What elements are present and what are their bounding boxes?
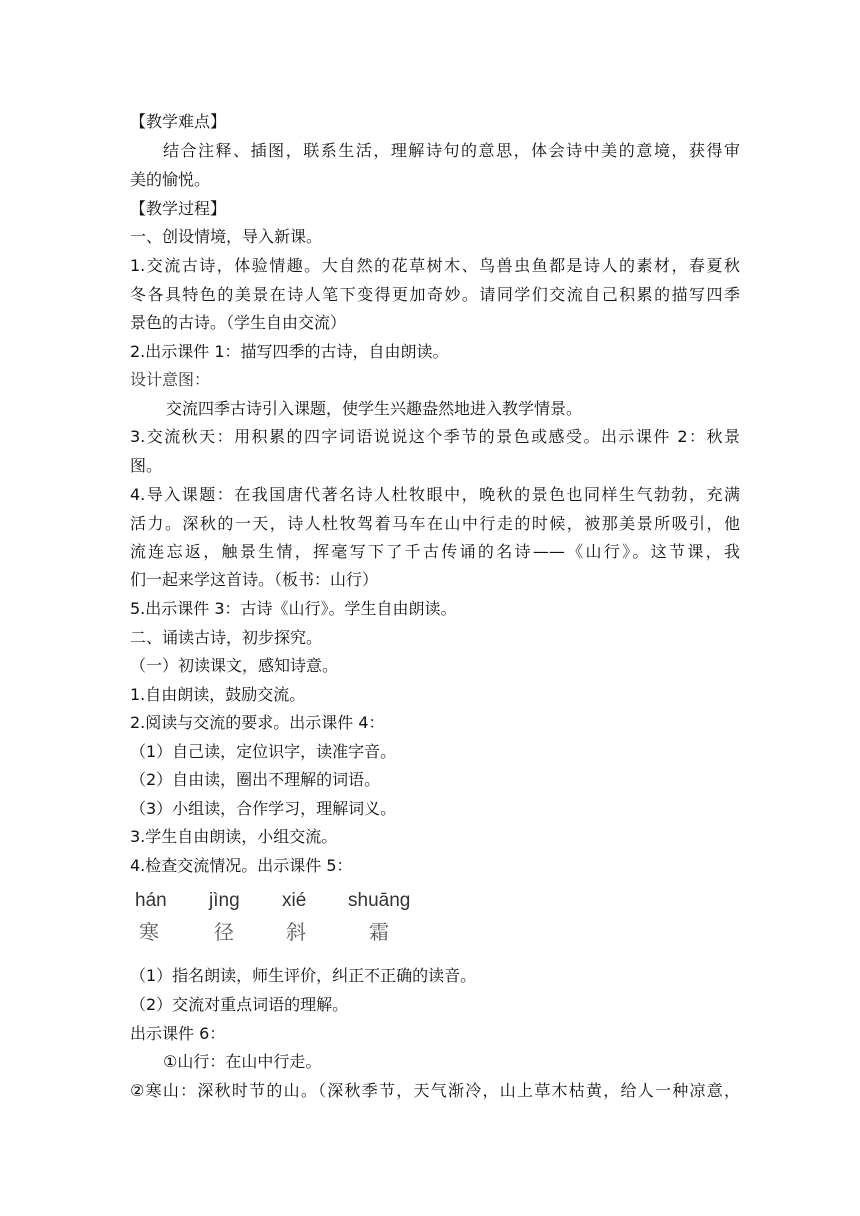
- paragraph-line: 3.学生自由朗读，小组交流。: [130, 827, 338, 846]
- hanzi-character: 斜: [286, 920, 306, 944]
- paragraph-line: 景色的古诗。（学生自由交流）: [130, 313, 347, 332]
- paragraph-line: 活力。深秋的一天，诗人杜牧驾着马车在山中行走的时候，被那美景所吸引，他: [130, 514, 740, 533]
- paragraph-line: 流连忘返，触景生情，挥毫写下了千古传诵的名诗——《山行》。这节课，我: [130, 542, 740, 561]
- definition-item: ①山行：在山中行走。: [163, 1052, 322, 1071]
- paragraph-line: 美的愉悦。: [130, 170, 211, 189]
- hanzi-character: 径: [214, 920, 234, 944]
- paragraph-line: 1.自由朗读，鼓励交流。: [130, 685, 306, 704]
- list-item: （3）小组读，合作学习，理解词义。: [130, 799, 397, 818]
- paragraph-line: 4.检查交流情况。出示课件 5：: [130, 856, 353, 875]
- list-item: （2）自由读，圈出不理解的词语。: [130, 770, 381, 789]
- subsection-heading: （一）初读课文，感知诗意。: [130, 656, 339, 675]
- paragraph-line: 冬各具特色的美景在诗人笔下变得更加奇妙。请同学们交流自己积累的描写四季: [130, 285, 740, 304]
- paragraph-line: 5.出示课件 3：古诗《山行》。学生自由朗读。: [130, 599, 457, 618]
- paragraph-line: 交流四季古诗引入课题，使学生兴趣盎然地进入教学情景。: [166, 399, 583, 418]
- heading-teaching-process: 【教学过程】: [130, 199, 227, 218]
- paragraph-line: 2.出示课件 1：描写四季的古诗，自由朗读。: [130, 342, 449, 361]
- paragraph-line: 结合注释、插图，联系生活，理解诗句的意思，体会诗中美的意境，获得审: [163, 141, 740, 160]
- heading-teaching-difficulty: 【教学难点】: [130, 112, 227, 131]
- paragraph-line: 4.导入课题：在我国唐代著名诗人杜牧眼中，晚秋的景色也同样生气勃勃，充满: [130, 485, 740, 504]
- hanzi-character: 寒: [139, 920, 159, 944]
- paragraph-line: 图。: [130, 456, 163, 475]
- paragraph-line: 3.交流秋天：用积累的四字词语说说这个季节的景色或感受。出示课件 2：秋景: [130, 427, 740, 446]
- paragraph-line: 2.阅读与交流的要求。出示课件 4：: [130, 713, 385, 732]
- paragraph-line: 1.交流古诗，体验情趣。大自然的花草树木、鸟兽虫鱼都是诗人的素材，春夏秋: [130, 256, 740, 275]
- pinyin-text: jìng: [209, 890, 240, 911]
- definition-item: ②寒山：深秋时节的山。（深秋季节，天气渐冷，山上草木枯黄，给人一种凉意，: [130, 1081, 740, 1100]
- list-item: （2）交流对重点词语的理解。: [130, 995, 349, 1014]
- list-item: （1）自己读，定位识字，读准字音。: [130, 742, 397, 761]
- paragraph-line: 出示课件 6：: [130, 1024, 226, 1043]
- list-item: （1）指名朗读，师生评价，纠正不正确的读音。: [130, 966, 477, 985]
- pinyin-text: xié: [282, 890, 307, 911]
- pinyin-text: hán: [135, 890, 167, 911]
- section-heading: 二、诵读古诗，初步探究。: [130, 628, 323, 647]
- hanzi-character: 霜: [369, 920, 389, 944]
- section-heading: 一、创设情境，导入新课。: [130, 227, 323, 246]
- paragraph-line: 们一起来学这首诗。（板书：山行）: [130, 570, 379, 589]
- pinyin-text: shuāng: [348, 890, 411, 911]
- design-intent-label: 设计意图：: [130, 370, 211, 389]
